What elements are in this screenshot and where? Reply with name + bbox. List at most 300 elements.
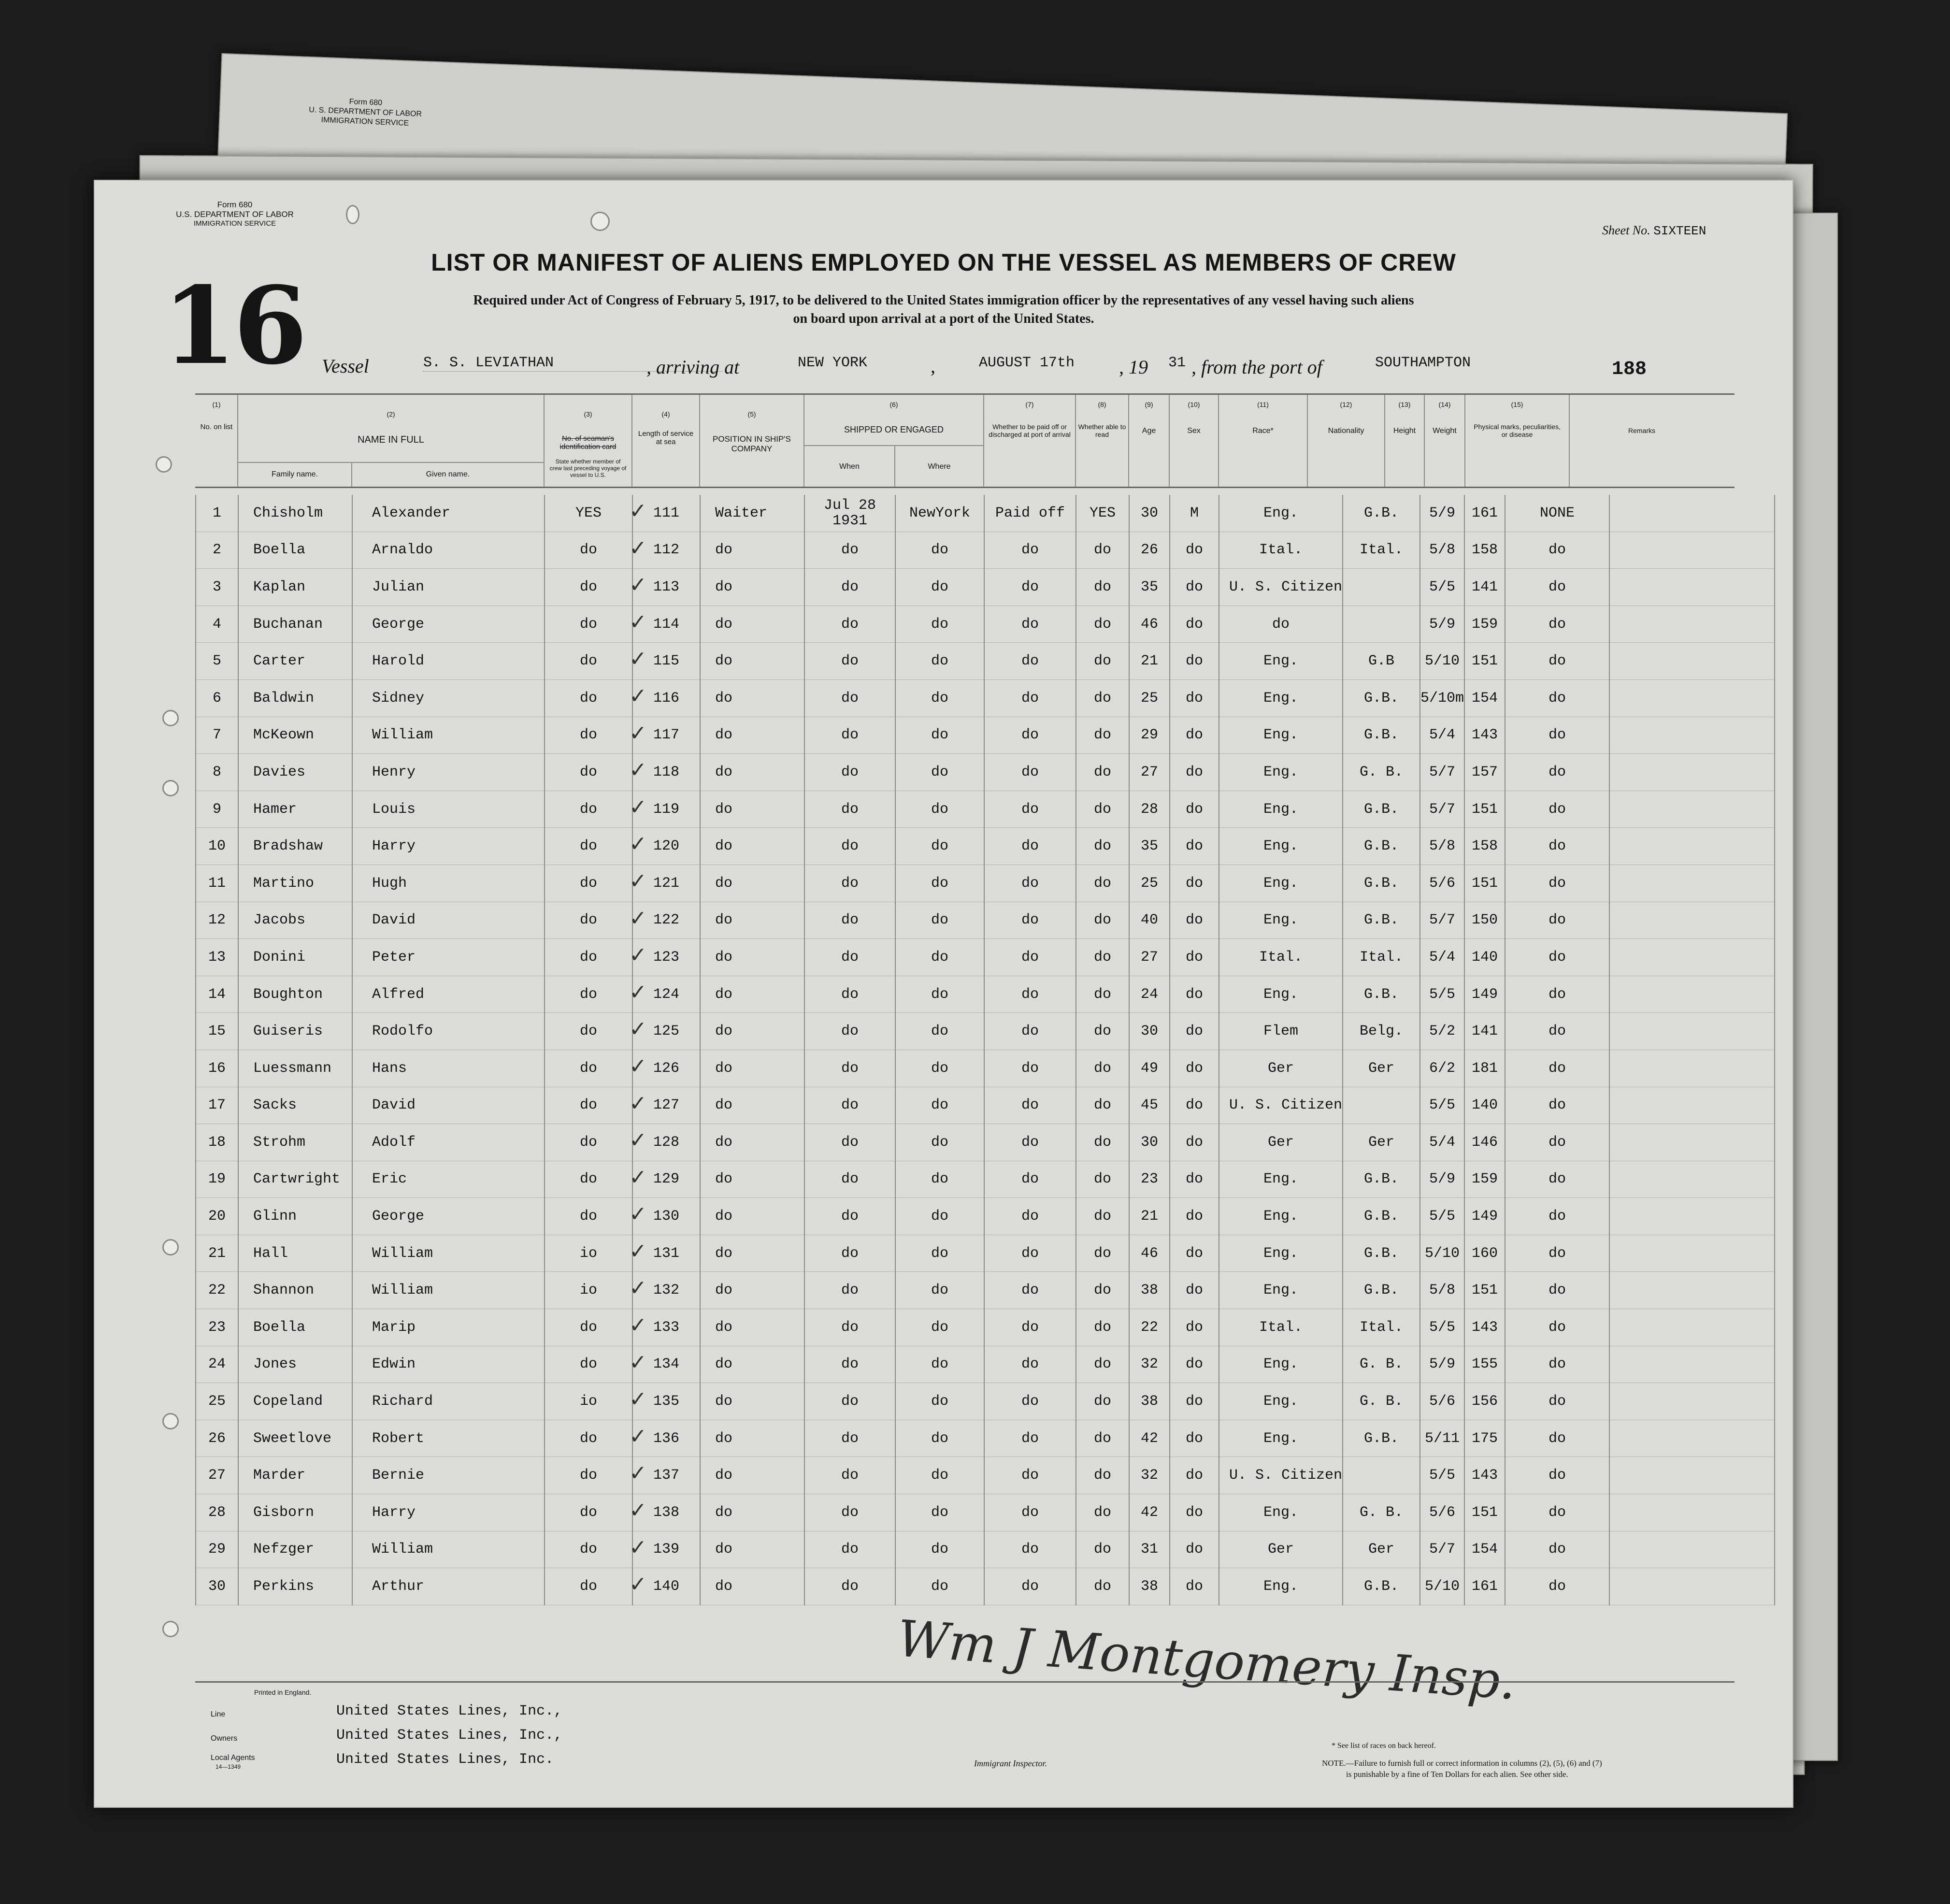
race-cell: Eng. bbox=[1219, 865, 1343, 902]
colnum-15: (15) bbox=[1511, 401, 1523, 408]
family-name-cell: Strohm bbox=[238, 1124, 352, 1161]
paid-off-cell: do bbox=[984, 1198, 1076, 1235]
paid-off-cell: do bbox=[984, 569, 1076, 606]
table-row bbox=[196, 1420, 1775, 1457]
sex-cell: do bbox=[1170, 717, 1219, 754]
previous-voyage-cell: do bbox=[545, 1198, 632, 1235]
nationality-cell: Ital. bbox=[1343, 1309, 1420, 1346]
weight-cell: 151 bbox=[1464, 1272, 1505, 1309]
sex-cell: do bbox=[1170, 939, 1219, 976]
physical-marks-cell: do bbox=[1505, 1087, 1609, 1124]
previous-voyage-cell: io bbox=[545, 1235, 632, 1272]
check-mark-icon: ✓ bbox=[629, 794, 647, 820]
paid-off-cell: do bbox=[984, 865, 1076, 902]
check-mark-icon: ✓ bbox=[629, 1165, 647, 1190]
position-cell: do bbox=[700, 679, 804, 717]
shipped-where-cell: do bbox=[895, 828, 984, 865]
shipped-when-cell: do bbox=[804, 1050, 895, 1087]
header-length-of-service: Length of service at sea bbox=[638, 430, 694, 447]
physical-marks-cell: do bbox=[1505, 532, 1609, 569]
able-to-read-cell: do bbox=[1076, 532, 1129, 569]
previous-voyage-cell: do bbox=[545, 939, 632, 976]
family-name-cell: Hamer bbox=[238, 791, 352, 828]
physical-marks-cell: do bbox=[1505, 679, 1609, 717]
row-number-cell: 9 bbox=[196, 791, 238, 828]
subtitle-line-2: on board upon arrival at a port of the United States. bbox=[793, 311, 1094, 326]
service-length-cell: 114 ✓ bbox=[632, 606, 700, 643]
service-length-cell: 130 ✓ bbox=[632, 1198, 700, 1235]
physical-marks-cell: do bbox=[1505, 754, 1609, 791]
paid-off-cell: do bbox=[984, 532, 1076, 569]
given-name-cell: Eric bbox=[352, 1161, 545, 1198]
height-cell: 5/6 bbox=[1420, 1494, 1464, 1531]
check-mark-icon: ✓ bbox=[629, 609, 647, 635]
year-suffix: 31 bbox=[1168, 355, 1186, 371]
check-mark-icon: ✓ bbox=[629, 535, 647, 561]
nationality-cell: G.B. bbox=[1343, 902, 1420, 939]
given-name-cell: George bbox=[352, 606, 545, 643]
shipped-when-cell: do bbox=[804, 606, 895, 643]
sex-cell: do bbox=[1170, 1531, 1219, 1568]
given-name-cell: Peter bbox=[352, 939, 545, 976]
weight-cell: 158 bbox=[1464, 828, 1505, 865]
page-title: LIST OR MANIFEST OF ALIENS EMPLOYED ON THE VESSEL AS MEMBERS OF CREW bbox=[431, 249, 1456, 276]
given-name-cell: David bbox=[352, 902, 545, 939]
check-mark-icon: ✓ bbox=[629, 832, 647, 857]
shipped-where-cell: do bbox=[895, 865, 984, 902]
sheet-number-label bbox=[1602, 223, 1706, 238]
paid-off-cell: do bbox=[984, 679, 1076, 717]
service-length-cell: 127 ✓ bbox=[632, 1087, 700, 1124]
nationality-cell: G.B. bbox=[1343, 1198, 1420, 1235]
header-race: Race* bbox=[1252, 427, 1274, 435]
table-row bbox=[196, 865, 1775, 902]
service-length-cell: 140 ✓ bbox=[632, 1568, 700, 1605]
previous-voyage-cell: do bbox=[545, 1013, 632, 1050]
family-name-cell: Nefzger bbox=[238, 1531, 352, 1568]
colnum-5: (5) bbox=[747, 410, 756, 418]
age-cell: 35 bbox=[1129, 569, 1170, 606]
service-length-cell: 117 ✓ bbox=[632, 717, 700, 754]
shipped-where-cell: do bbox=[895, 1161, 984, 1198]
crew-table-body bbox=[196, 495, 1775, 1605]
row-number-cell: 23 bbox=[196, 1309, 238, 1346]
line-label: Line bbox=[211, 1710, 226, 1718]
header-remarks: Remarks bbox=[1628, 427, 1655, 434]
row-number-cell: 11 bbox=[196, 865, 238, 902]
shipped-where-cell: do bbox=[895, 1087, 984, 1124]
physical-marks-cell: do bbox=[1505, 902, 1609, 939]
height-cell: 5/5 bbox=[1420, 1309, 1464, 1346]
header-previous-voyage: State whether member of crew last preceding voyage of vessel to U.S. bbox=[549, 458, 627, 478]
height-cell: 5/9 bbox=[1420, 495, 1464, 532]
service-length-cell: 128 ✓ bbox=[632, 1124, 700, 1161]
weight-cell: 156 bbox=[1464, 1383, 1505, 1420]
weight-cell: 151 bbox=[1464, 1494, 1505, 1531]
weight-cell: 160 bbox=[1464, 1235, 1505, 1272]
previous-voyage-cell: do bbox=[545, 791, 632, 828]
subtitle-line-1: Required under Act of Congress of February 5, 1917, to be delivered to the United States immigration officer by the representatives of any vessel having such aliens bbox=[473, 293, 1414, 308]
height-cell: 5/10m bbox=[1420, 679, 1464, 717]
race-cell: Flem bbox=[1219, 1013, 1343, 1050]
table-row bbox=[196, 1531, 1775, 1568]
given-name-cell: Harry bbox=[352, 828, 545, 865]
check-mark-icon: ✓ bbox=[629, 573, 647, 598]
paid-off-cell: do bbox=[984, 1568, 1076, 1605]
table-row bbox=[196, 1272, 1775, 1309]
shipped-when-cell: do bbox=[804, 1420, 895, 1457]
given-name-cell: George bbox=[352, 1198, 545, 1235]
table-row bbox=[196, 976, 1775, 1013]
paid-off-cell: do bbox=[984, 1272, 1076, 1309]
previous-voyage-cell: do bbox=[545, 828, 632, 865]
family-name-cell: Gisborn bbox=[238, 1494, 352, 1531]
position-cell: do bbox=[700, 1124, 804, 1161]
age-cell: 35 bbox=[1129, 828, 1170, 865]
table-row bbox=[196, 1568, 1775, 1605]
shipped-when-cell: do bbox=[804, 1161, 895, 1198]
given-name-cell: Richard bbox=[352, 1383, 545, 1420]
check-mark-icon: ✓ bbox=[629, 683, 647, 708]
age-cell: 28 bbox=[1129, 791, 1170, 828]
shipped-when-cell: do bbox=[804, 1124, 895, 1161]
sex-cell: do bbox=[1170, 1494, 1219, 1531]
nationality-cell: G. B. bbox=[1343, 1383, 1420, 1420]
service-length-cell: 137 ✓ bbox=[632, 1457, 700, 1494]
punch-hole bbox=[162, 710, 179, 726]
from-label: , from the port of bbox=[1191, 356, 1322, 378]
nationality-cell: G. B. bbox=[1343, 1346, 1420, 1383]
position-cell: do bbox=[700, 643, 804, 680]
weight-cell: 143 bbox=[1464, 717, 1505, 754]
colnum-8: (8) bbox=[1098, 401, 1106, 408]
weight-cell: 151 bbox=[1464, 791, 1505, 828]
weight-cell: 159 bbox=[1464, 1161, 1505, 1198]
sex-cell: do bbox=[1170, 1383, 1219, 1420]
row-number-cell: 4 bbox=[196, 606, 238, 643]
weight-cell: 161 bbox=[1464, 495, 1505, 532]
previous-voyage-cell: do bbox=[545, 1050, 632, 1087]
row-number-cell: 10 bbox=[196, 828, 238, 865]
weight-cell: 181 bbox=[1464, 1050, 1505, 1087]
age-cell: 31 bbox=[1129, 1531, 1170, 1568]
age-cell: 30 bbox=[1129, 1013, 1170, 1050]
remarks-cell bbox=[1609, 1383, 1775, 1420]
table-row bbox=[196, 679, 1775, 717]
service-length-cell: 123 ✓ bbox=[632, 939, 700, 976]
able-to-read-cell: do bbox=[1076, 679, 1129, 717]
able-to-read-cell: do bbox=[1076, 1457, 1129, 1494]
table-row bbox=[196, 828, 1775, 865]
sex-cell: do bbox=[1170, 976, 1219, 1013]
given-name-cell: Alfred bbox=[352, 976, 545, 1013]
race-cell: Ital. bbox=[1219, 939, 1343, 976]
race-cell: Eng. bbox=[1219, 1272, 1343, 1309]
shipped-when-cell: Jul 28 1931 bbox=[804, 495, 895, 532]
race-cell: U. S. Citizen bbox=[1219, 1457, 1343, 1494]
age-cell: 49 bbox=[1129, 1050, 1170, 1087]
age-cell: 32 bbox=[1129, 1457, 1170, 1494]
table-row bbox=[196, 1013, 1775, 1050]
shipped-when-cell: do bbox=[804, 791, 895, 828]
position-cell: do bbox=[700, 1346, 804, 1383]
height-cell: 5/5 bbox=[1420, 1198, 1464, 1235]
weight-cell: 158 bbox=[1464, 532, 1505, 569]
shipped-where-cell: do bbox=[895, 1383, 984, 1420]
shipped-when-cell: do bbox=[804, 1568, 895, 1605]
age-cell: 30 bbox=[1129, 495, 1170, 532]
family-name-cell: Jones bbox=[238, 1346, 352, 1383]
weight-cell: 149 bbox=[1464, 1198, 1505, 1235]
service-length-cell: 124 ✓ bbox=[632, 976, 700, 1013]
shipped-when-cell: do bbox=[804, 679, 895, 717]
service-length-cell: 135 ✓ bbox=[632, 1383, 700, 1420]
weight-cell: 149 bbox=[1464, 976, 1505, 1013]
able-to-read-cell: do bbox=[1076, 1087, 1129, 1124]
remarks-cell bbox=[1609, 1087, 1775, 1124]
previous-voyage-cell: do bbox=[545, 754, 632, 791]
physical-marks-cell: do bbox=[1505, 1272, 1609, 1309]
arrival-port: NEW YORK bbox=[798, 355, 868, 371]
height-cell: 5/4 bbox=[1420, 939, 1464, 976]
weight-cell: 143 bbox=[1464, 1309, 1505, 1346]
paid-off-cell: do bbox=[984, 902, 1076, 939]
punch-hole bbox=[162, 1621, 179, 1637]
shipped-where-cell: do bbox=[895, 1494, 984, 1531]
physical-marks-cell: do bbox=[1505, 1420, 1609, 1457]
remarks-cell bbox=[1609, 1050, 1775, 1087]
height-cell: 5/6 bbox=[1420, 865, 1464, 902]
weight-cell: 140 bbox=[1464, 939, 1505, 976]
colnum-9: (9) bbox=[1145, 401, 1153, 408]
row-number-cell: 24 bbox=[196, 1346, 238, 1383]
nationality-cell: G. B. bbox=[1343, 754, 1420, 791]
footer-rule bbox=[195, 1681, 1735, 1683]
service-length-cell: 132 ✓ bbox=[632, 1272, 700, 1309]
previous-voyage-cell: do bbox=[545, 1087, 632, 1124]
shipped-where-cell: do bbox=[895, 1457, 984, 1494]
nationality-cell: Ger bbox=[1343, 1050, 1420, 1087]
position-cell: do bbox=[700, 1420, 804, 1457]
service-length-cell: 131 ✓ bbox=[632, 1235, 700, 1272]
physical-marks-cell: do bbox=[1505, 1198, 1609, 1235]
remarks-cell bbox=[1609, 679, 1775, 717]
check-mark-icon: ✓ bbox=[629, 1017, 647, 1042]
age-cell: 46 bbox=[1129, 606, 1170, 643]
race-cell: U. S. Citizen bbox=[1219, 569, 1343, 606]
colnum-13: (13) bbox=[1398, 401, 1411, 408]
shipped-where-cell: do bbox=[895, 1420, 984, 1457]
remarks-cell bbox=[1609, 495, 1775, 532]
family-name-cell: Jacobs bbox=[238, 902, 352, 939]
able-to-read-cell: do bbox=[1076, 606, 1129, 643]
able-to-read-cell: do bbox=[1076, 569, 1129, 606]
weight-cell: 150 bbox=[1464, 902, 1505, 939]
department: U.S. DEPARTMENT OF LABOR bbox=[176, 210, 294, 219]
weight-cell: 141 bbox=[1464, 569, 1505, 606]
crew-table bbox=[195, 495, 1775, 1605]
weight-cell: 175 bbox=[1464, 1420, 1505, 1457]
previous-voyage-cell: do bbox=[545, 1161, 632, 1198]
table-row bbox=[196, 569, 1775, 606]
service-length-cell: 121 ✓ bbox=[632, 865, 700, 902]
shipped-where-cell: do bbox=[895, 1235, 984, 1272]
physical-marks-cell: do bbox=[1505, 1346, 1609, 1383]
able-to-read-cell: do bbox=[1076, 1235, 1129, 1272]
shipped-where-cell: do bbox=[895, 1531, 984, 1568]
service-length-cell: 122 ✓ bbox=[632, 902, 700, 939]
weight-cell: 159 bbox=[1464, 606, 1505, 643]
race-cell: Ger bbox=[1219, 1124, 1343, 1161]
given-name-cell: Harry bbox=[352, 1494, 545, 1531]
colnum-4: (4) bbox=[661, 410, 670, 418]
weight-cell: 161 bbox=[1464, 1568, 1505, 1605]
paid-off-cell: do bbox=[984, 643, 1076, 680]
position-cell: do bbox=[700, 1494, 804, 1531]
previous-voyage-cell: do bbox=[545, 1494, 632, 1531]
sex-cell: do bbox=[1170, 865, 1219, 902]
table-row bbox=[196, 1346, 1775, 1383]
race-cell: U. S. Citizen bbox=[1219, 1087, 1343, 1124]
able-to-read-cell: do bbox=[1076, 754, 1129, 791]
shipped-when-cell: do bbox=[804, 754, 895, 791]
physical-marks-cell: do bbox=[1505, 1457, 1609, 1494]
sex-cell: do bbox=[1170, 1124, 1219, 1161]
shipped-where-cell: do bbox=[895, 1346, 984, 1383]
sex-cell: do bbox=[1170, 754, 1219, 791]
paid-off-cell: do bbox=[984, 1531, 1076, 1568]
colnum-12: (12) bbox=[1340, 401, 1352, 408]
previous-voyage-cell: do bbox=[545, 643, 632, 680]
age-cell: 38 bbox=[1129, 1383, 1170, 1420]
position-cell: do bbox=[700, 1457, 804, 1494]
family-name-cell: Copeland bbox=[238, 1383, 352, 1420]
physical-marks-cell: do bbox=[1505, 1494, 1609, 1531]
previous-voyage-cell: do bbox=[545, 532, 632, 569]
age-cell: 42 bbox=[1129, 1420, 1170, 1457]
shipped-when-cell: do bbox=[804, 939, 895, 976]
remarks-cell bbox=[1609, 865, 1775, 902]
weight-cell: 143 bbox=[1464, 1457, 1505, 1494]
given-name-cell: Edwin bbox=[352, 1346, 545, 1383]
races-note: * See list of races on back hereof. bbox=[1332, 1742, 1436, 1750]
shipped-where-cell: do bbox=[895, 902, 984, 939]
weight-cell: 157 bbox=[1464, 754, 1505, 791]
nationality-cell: Belg. bbox=[1343, 1013, 1420, 1050]
able-to-read-cell: do bbox=[1076, 1272, 1129, 1309]
given-name-cell: David bbox=[352, 1087, 545, 1124]
given-name-cell: Hans bbox=[352, 1050, 545, 1087]
sex-cell: do bbox=[1170, 1309, 1219, 1346]
agents-label: Local Agents bbox=[211, 1754, 255, 1762]
shipped-when-cell: do bbox=[804, 643, 895, 680]
nationality-cell: G.B. bbox=[1343, 495, 1420, 532]
colnum-1: (1) bbox=[212, 401, 221, 408]
family-name-cell: Glinn bbox=[238, 1198, 352, 1235]
able-to-read-cell: do bbox=[1076, 1494, 1129, 1531]
paid-off-cell: do bbox=[984, 1420, 1076, 1457]
service-length-cell: 136 ✓ bbox=[632, 1420, 700, 1457]
age-cell: 30 bbox=[1129, 1124, 1170, 1161]
page-number: 188 bbox=[1612, 359, 1647, 380]
previous-voyage-cell: do bbox=[545, 976, 632, 1013]
shipped-when-cell: do bbox=[804, 717, 895, 754]
paid-off-cell: do bbox=[984, 1494, 1076, 1531]
family-name-cell: Boella bbox=[238, 532, 352, 569]
nationality-cell: G.B. bbox=[1343, 1420, 1420, 1457]
nationality-cell: G.B. bbox=[1343, 1235, 1420, 1272]
header-position: POSITION IN SHIP'S COMPANY bbox=[713, 434, 791, 453]
row-number-cell: 21 bbox=[196, 1235, 238, 1272]
weight-cell: 154 bbox=[1464, 679, 1505, 717]
able-to-read-cell: do bbox=[1076, 1198, 1129, 1235]
row-number-cell: 12 bbox=[196, 902, 238, 939]
arrival-date: AUGUST 17th bbox=[979, 355, 1075, 371]
table-row bbox=[196, 1235, 1775, 1272]
row-number-cell: 5 bbox=[196, 643, 238, 680]
shipped-when-cell: do bbox=[804, 1013, 895, 1050]
shipped-where-cell: do bbox=[895, 717, 984, 754]
family-name-cell: Carter bbox=[238, 643, 352, 680]
shipped-where-cell: do bbox=[895, 1013, 984, 1050]
nationality-cell: G.B. bbox=[1343, 976, 1420, 1013]
table-row bbox=[196, 1383, 1775, 1420]
big-sheet-number: 16 bbox=[162, 263, 305, 388]
given-name-cell: Robert bbox=[352, 1420, 545, 1457]
age-cell: 27 bbox=[1129, 939, 1170, 976]
remarks-cell bbox=[1609, 1420, 1775, 1457]
row-number-cell: 29 bbox=[196, 1531, 238, 1568]
nationality-cell: G.B. bbox=[1343, 828, 1420, 865]
able-to-read-cell: do bbox=[1076, 1420, 1129, 1457]
height-cell: 5/9 bbox=[1420, 1346, 1464, 1383]
paid-off-cell: do bbox=[984, 717, 1076, 754]
race-cell: Eng. bbox=[1219, 1198, 1343, 1235]
position-cell: do bbox=[700, 1050, 804, 1087]
position-cell: do bbox=[700, 754, 804, 791]
age-cell: 26 bbox=[1129, 532, 1170, 569]
header-nationality: Nationality bbox=[1328, 427, 1364, 435]
nationality-cell: Ger bbox=[1343, 1531, 1420, 1568]
race-cell: Eng. bbox=[1219, 828, 1343, 865]
shipped-where-cell: do bbox=[895, 1272, 984, 1309]
family-name-cell: Sacks bbox=[238, 1087, 352, 1124]
age-cell: 23 bbox=[1129, 1161, 1170, 1198]
age-cell: 40 bbox=[1129, 902, 1170, 939]
given-name-cell: Adolf bbox=[352, 1124, 545, 1161]
check-mark-icon: ✓ bbox=[629, 1572, 647, 1597]
remarks-cell bbox=[1609, 1198, 1775, 1235]
shipped-where-cell: do bbox=[895, 754, 984, 791]
given-name-cell: Henry bbox=[352, 754, 545, 791]
table-row bbox=[196, 1494, 1775, 1531]
weight-cell: 146 bbox=[1464, 1124, 1505, 1161]
form-number: Form 680 bbox=[217, 200, 253, 209]
check-mark-icon: ✓ bbox=[629, 721, 647, 746]
table-row bbox=[196, 1309, 1775, 1346]
header-where: Where bbox=[928, 462, 951, 471]
family-name-cell: Hall bbox=[238, 1235, 352, 1272]
physical-marks-cell: do bbox=[1505, 1161, 1609, 1198]
row-number-cell: 27 bbox=[196, 1457, 238, 1494]
shipped-when-cell: do bbox=[804, 1309, 895, 1346]
previous-voyage-cell: do bbox=[545, 1568, 632, 1605]
race-cell: Ital. bbox=[1219, 532, 1343, 569]
previous-voyage-cell: do bbox=[545, 1309, 632, 1346]
family-name-cell: Cartwright bbox=[238, 1161, 352, 1198]
check-mark-icon: ✓ bbox=[629, 1313, 647, 1338]
shipped-where-cell: do bbox=[895, 939, 984, 976]
